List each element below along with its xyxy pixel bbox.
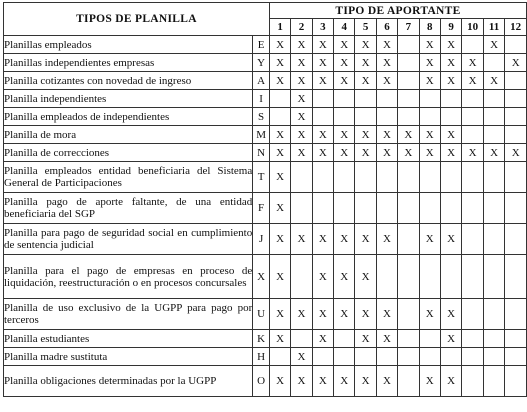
aportante-mark-cell: [483, 162, 505, 193]
aportante-mark-cell: [398, 224, 419, 255]
column-header-11: 11: [483, 19, 505, 36]
aportante-mark-cell: X: [291, 36, 312, 54]
aportante-mark-cell: [269, 108, 290, 126]
aportante-mark-cell: X: [269, 299, 290, 330]
aportante-mark-cell: [483, 255, 505, 299]
aportante-mark-cell: X: [269, 126, 290, 144]
aportante-mark-cell: X: [269, 255, 290, 299]
planilla-code: M: [253, 126, 270, 144]
table-row: [4, 348, 527, 366]
aportante-mark-cell: [376, 193, 397, 224]
table-container: [3, 2, 527, 397]
aportante-mark-cell: X: [440, 366, 461, 397]
aportante-mark-cell: [398, 193, 419, 224]
column-header-3: 3: [312, 19, 333, 36]
aportante-mark-cell: X: [483, 72, 505, 90]
aportante-mark-cell: X: [419, 36, 440, 54]
aportante-mark-cell: X: [376, 366, 397, 397]
aportante-mark-cell: X: [312, 224, 333, 255]
table-row: [4, 162, 527, 193]
aportante-mark-cell: [483, 193, 505, 224]
aportante-mark-cell: X: [291, 348, 312, 366]
header-tipo-de-aportante: TIPO DE APORTANTE: [269, 3, 526, 19]
aportante-mark-cell: [312, 193, 333, 224]
aportante-mark-cell: X: [269, 162, 290, 193]
aportante-mark-cell: X: [269, 330, 290, 348]
aportante-mark-cell: X: [376, 36, 397, 54]
planilla-code: K: [253, 330, 270, 348]
column-header-1: 1: [269, 19, 290, 36]
column-header-4: 4: [334, 19, 355, 36]
aportante-mark-cell: [462, 330, 484, 348]
planilla-name: Planilla independientes: [4, 90, 253, 108]
aportante-mark-cell: X: [355, 36, 376, 54]
aportante-mark-cell: X: [269, 144, 290, 162]
aportante-mark-cell: [269, 348, 290, 366]
aportante-mark-cell: X: [376, 126, 397, 144]
aportante-mark-cell: [376, 90, 397, 108]
aportante-mark-cell: [483, 224, 505, 255]
aportante-mark-cell: X: [334, 54, 355, 72]
aportante-mark-cell: [505, 72, 527, 90]
aportante-mark-cell: [483, 108, 505, 126]
aportante-mark-cell: X: [334, 36, 355, 54]
aportante-mark-cell: X: [419, 366, 440, 397]
aportante-mark-cell: [312, 348, 333, 366]
table-row: [4, 72, 527, 90]
aportante-mark-cell: [505, 193, 527, 224]
aportante-mark-cell: X: [269, 54, 290, 72]
aportante-mark-cell: [505, 36, 527, 54]
aportante-mark-cell: [376, 108, 397, 126]
planilla-name: Planilla obligaciones determinadas por la UGPP: [4, 366, 253, 397]
aportante-mark-cell: [440, 162, 461, 193]
aportante-mark-cell: [334, 330, 355, 348]
table-row: [4, 330, 527, 348]
column-header-2: 2: [291, 19, 312, 36]
aportante-mark-cell: [483, 90, 505, 108]
planilla-code: X: [253, 255, 270, 299]
aportante-mark-cell: [505, 224, 527, 255]
aportante-mark-cell: X: [419, 126, 440, 144]
planilla-name: Planillas empleados: [4, 36, 253, 54]
aportante-mark-cell: [291, 330, 312, 348]
planilla-name: Planilla empleados entidad beneficiaria del Sistema General de Participaciones: [4, 162, 253, 193]
aportante-mark-cell: [419, 90, 440, 108]
aportante-mark-cell: X: [376, 330, 397, 348]
aportante-mark-cell: X: [355, 126, 376, 144]
planilla-code: J: [253, 224, 270, 255]
aportante-mark-cell: X: [419, 72, 440, 90]
aportante-mark-cell: X: [355, 224, 376, 255]
aportante-mark-cell: [334, 162, 355, 193]
aportante-mark-cell: X: [269, 224, 290, 255]
aportante-mark-cell: X: [291, 126, 312, 144]
planilla-code: H: [253, 348, 270, 366]
aportante-mark-cell: X: [334, 224, 355, 255]
aportante-mark-cell: [312, 90, 333, 108]
aportante-mark-cell: [398, 366, 419, 397]
aportante-mark-cell: X: [376, 54, 397, 72]
planilla-name: Planilla pago de aporte faltante, de una entidad beneficiaria del SGP: [4, 193, 253, 224]
aportante-mark-cell: [291, 255, 312, 299]
aportante-mark-cell: [440, 255, 461, 299]
aportante-mark-cell: X: [334, 126, 355, 144]
aportante-mark-cell: [440, 348, 461, 366]
aportante-mark-cell: X: [312, 255, 333, 299]
aportante-mark-cell: X: [291, 366, 312, 397]
aportante-mark-cell: [398, 348, 419, 366]
aportante-mark-cell: [505, 90, 527, 108]
table-row: [4, 36, 527, 54]
aportante-mark-cell: [440, 90, 461, 108]
aportante-mark-cell: X: [440, 299, 461, 330]
planilla-code: T: [253, 162, 270, 193]
aportante-mark-cell: X: [269, 36, 290, 54]
aportante-mark-cell: X: [334, 366, 355, 397]
aportante-mark-cell: [398, 330, 419, 348]
aportante-mark-cell: X: [355, 144, 376, 162]
aportante-mark-cell: [505, 348, 527, 366]
aportante-mark-cell: [355, 162, 376, 193]
planilla-code: F: [253, 193, 270, 224]
aportante-mark-cell: X: [291, 72, 312, 90]
aportante-mark-cell: [483, 54, 505, 72]
planilla-name: Planilla cotizantes con novedad de ingreso: [4, 72, 253, 90]
aportante-mark-cell: [462, 90, 484, 108]
aportante-mark-cell: X: [312, 126, 333, 144]
planilla-name: Planilla estudiantes: [4, 330, 253, 348]
aportante-mark-cell: [334, 108, 355, 126]
aportante-mark-cell: [505, 366, 527, 397]
aportante-mark-cell: X: [312, 299, 333, 330]
planilla-code: U: [253, 299, 270, 330]
aportante-mark-cell: [291, 162, 312, 193]
aportante-mark-cell: X: [505, 54, 527, 72]
aportante-mark-cell: X: [355, 72, 376, 90]
cut-off-caption: [104, 406, 424, 412]
planilla-code: N: [253, 144, 270, 162]
aportante-mark-cell: X: [312, 366, 333, 397]
aportante-mark-cell: X: [312, 72, 333, 90]
aportante-mark-cell: [462, 108, 484, 126]
aportante-mark-cell: X: [334, 144, 355, 162]
table-row: [4, 144, 527, 162]
aportante-mark-cell: [505, 108, 527, 126]
aportante-mark-cell: X: [312, 144, 333, 162]
table-row: [4, 255, 527, 299]
aportante-mark-cell: X: [291, 299, 312, 330]
aportante-mark-cell: [355, 90, 376, 108]
planilla-name: Planilla para pago de seguridad social en cumplimiento de sentencia judicial: [4, 224, 253, 255]
aportante-mark-cell: [505, 330, 527, 348]
aportante-mark-cell: [334, 90, 355, 108]
aportante-mark-cell: [462, 162, 484, 193]
aportante-mark-cell: [505, 299, 527, 330]
aportante-mark-cell: [419, 162, 440, 193]
aportante-mark-cell: [505, 126, 527, 144]
column-header-10: 10: [462, 19, 484, 36]
aportante-mark-cell: X: [355, 366, 376, 397]
column-header-5: 5: [355, 19, 376, 36]
aportante-mark-cell: [398, 54, 419, 72]
planilla-name: Planilla para el pago de empresas en proceso de liquidación, reestructuración o en procesos concursales: [4, 255, 253, 299]
aportante-mark-cell: X: [440, 36, 461, 54]
aportante-mark-cell: [462, 224, 484, 255]
aportante-mark-cell: [483, 126, 505, 144]
planilla-code: S: [253, 108, 270, 126]
table-row: [4, 90, 527, 108]
aportante-mark-cell: X: [291, 144, 312, 162]
aportante-mark-cell: X: [291, 90, 312, 108]
column-header-12: 12: [505, 19, 527, 36]
aportante-mark-cell: X: [398, 144, 419, 162]
aportante-mark-cell: [376, 255, 397, 299]
aportante-mark-cell: X: [355, 54, 376, 72]
table-row: [4, 108, 527, 126]
planilla-code: I: [253, 90, 270, 108]
column-header-8: 8: [419, 19, 440, 36]
aportante-mark-cell: X: [269, 193, 290, 224]
aportante-mark-cell: X: [419, 54, 440, 72]
aportante-mark-cell: X: [355, 255, 376, 299]
planilla-name: Planilla de correcciones: [4, 144, 253, 162]
aportante-mark-cell: X: [334, 299, 355, 330]
aportante-mark-cell: [419, 330, 440, 348]
aportante-mark-cell: X: [440, 144, 461, 162]
aportante-mark-cell: [483, 330, 505, 348]
aportante-mark-cell: [462, 255, 484, 299]
aportante-mark-cell: [398, 108, 419, 126]
planilla-code: E: [253, 36, 270, 54]
aportante-mark-cell: [440, 108, 461, 126]
aportante-mark-cell: X: [291, 108, 312, 126]
aportante-mark-cell: [398, 162, 419, 193]
aportante-mark-cell: X: [334, 255, 355, 299]
planilla-name: Planilla de uso exclusivo de la UGPP para pago por terceros: [4, 299, 253, 330]
aportante-mark-cell: [291, 193, 312, 224]
aportante-mark-cell: [419, 193, 440, 224]
column-header-7: 7: [398, 19, 419, 36]
aportante-mark-cell: X: [376, 72, 397, 90]
aportante-mark-cell: X: [355, 299, 376, 330]
aportante-mark-cell: [505, 162, 527, 193]
aportante-mark-cell: X: [376, 144, 397, 162]
aportante-mark-cell: [334, 193, 355, 224]
aportante-mark-cell: X: [440, 330, 461, 348]
planilla-code: Y: [253, 54, 270, 72]
aportante-mark-cell: [376, 348, 397, 366]
planilla-name: Planillas independientes empresas: [4, 54, 253, 72]
aportante-mark-cell: [440, 193, 461, 224]
table-row: [4, 126, 527, 144]
aportante-mark-cell: X: [269, 366, 290, 397]
aportante-mark-cell: X: [483, 36, 505, 54]
column-header-9: 9: [440, 19, 461, 36]
aportante-mark-cell: X: [312, 330, 333, 348]
aportante-mark-cell: [269, 90, 290, 108]
aportante-mark-cell: X: [440, 126, 461, 144]
aportante-mark-cell: X: [398, 126, 419, 144]
column-header-6: 6: [376, 19, 397, 36]
aportante-mark-cell: X: [462, 144, 484, 162]
table-body: [4, 36, 527, 397]
aportante-mark-cell: X: [483, 144, 505, 162]
aportante-mark-cell: [398, 36, 419, 54]
aportante-mark-cell: X: [462, 54, 484, 72]
aportante-mark-cell: X: [440, 54, 461, 72]
aportante-mark-cell: X: [462, 72, 484, 90]
aportante-mark-cell: [419, 255, 440, 299]
aportante-mark-cell: [334, 348, 355, 366]
aportante-mark-cell: X: [376, 224, 397, 255]
aportante-mark-cell: [398, 255, 419, 299]
aportante-mark-cell: [398, 299, 419, 330]
aportante-mark-cell: X: [355, 330, 376, 348]
aportante-mark-cell: X: [419, 299, 440, 330]
aportante-mark-cell: [483, 348, 505, 366]
aportante-mark-cell: [483, 366, 505, 397]
aportante-mark-cell: X: [419, 224, 440, 255]
aportante-mark-cell: [355, 193, 376, 224]
aportante-mark-cell: [419, 108, 440, 126]
header-tipos-de-planilla: TIPOS DE PLANILLA: [4, 3, 270, 36]
table-row: [4, 54, 527, 72]
aportante-mark-cell: [462, 299, 484, 330]
table-row: [4, 299, 527, 330]
planilla-name: Planilla madre sustituta: [4, 348, 253, 366]
planilla-name: Planilla empleados de independientes: [4, 108, 253, 126]
aportante-mark-cell: X: [419, 144, 440, 162]
aportante-mark-cell: X: [312, 54, 333, 72]
aportante-mark-cell: [462, 36, 484, 54]
aportante-mark-cell: [398, 90, 419, 108]
aportante-mark-cell: [312, 108, 333, 126]
aportante-mark-cell: X: [312, 36, 333, 54]
tipos-planilla-table: [3, 2, 527, 397]
aportante-mark-cell: X: [334, 72, 355, 90]
aportante-mark-cell: [355, 108, 376, 126]
aportante-mark-cell: X: [440, 224, 461, 255]
planilla-code: O: [253, 366, 270, 397]
table-row: [4, 366, 527, 397]
aportante-mark-cell: X: [376, 299, 397, 330]
aportante-mark-cell: X: [291, 54, 312, 72]
planilla-name: Planilla de mora: [4, 126, 253, 144]
aportante-mark-cell: X: [505, 144, 527, 162]
aportante-mark-cell: [462, 126, 484, 144]
table-row: [4, 193, 527, 224]
aportante-mark-cell: X: [440, 72, 461, 90]
planilla-code: A: [253, 72, 270, 90]
aportante-mark-cell: [355, 348, 376, 366]
aportante-mark-cell: X: [291, 224, 312, 255]
aportante-mark-cell: [419, 348, 440, 366]
aportante-mark-cell: [462, 348, 484, 366]
table-row: [4, 224, 527, 255]
aportante-mark-cell: [398, 72, 419, 90]
aportante-mark-cell: [376, 162, 397, 193]
aportante-mark-cell: [462, 193, 484, 224]
aportante-mark-cell: X: [269, 72, 290, 90]
aportante-mark-cell: [505, 255, 527, 299]
aportante-mark-cell: [483, 299, 505, 330]
aportante-mark-cell: [462, 366, 484, 397]
aportante-mark-cell: [312, 162, 333, 193]
